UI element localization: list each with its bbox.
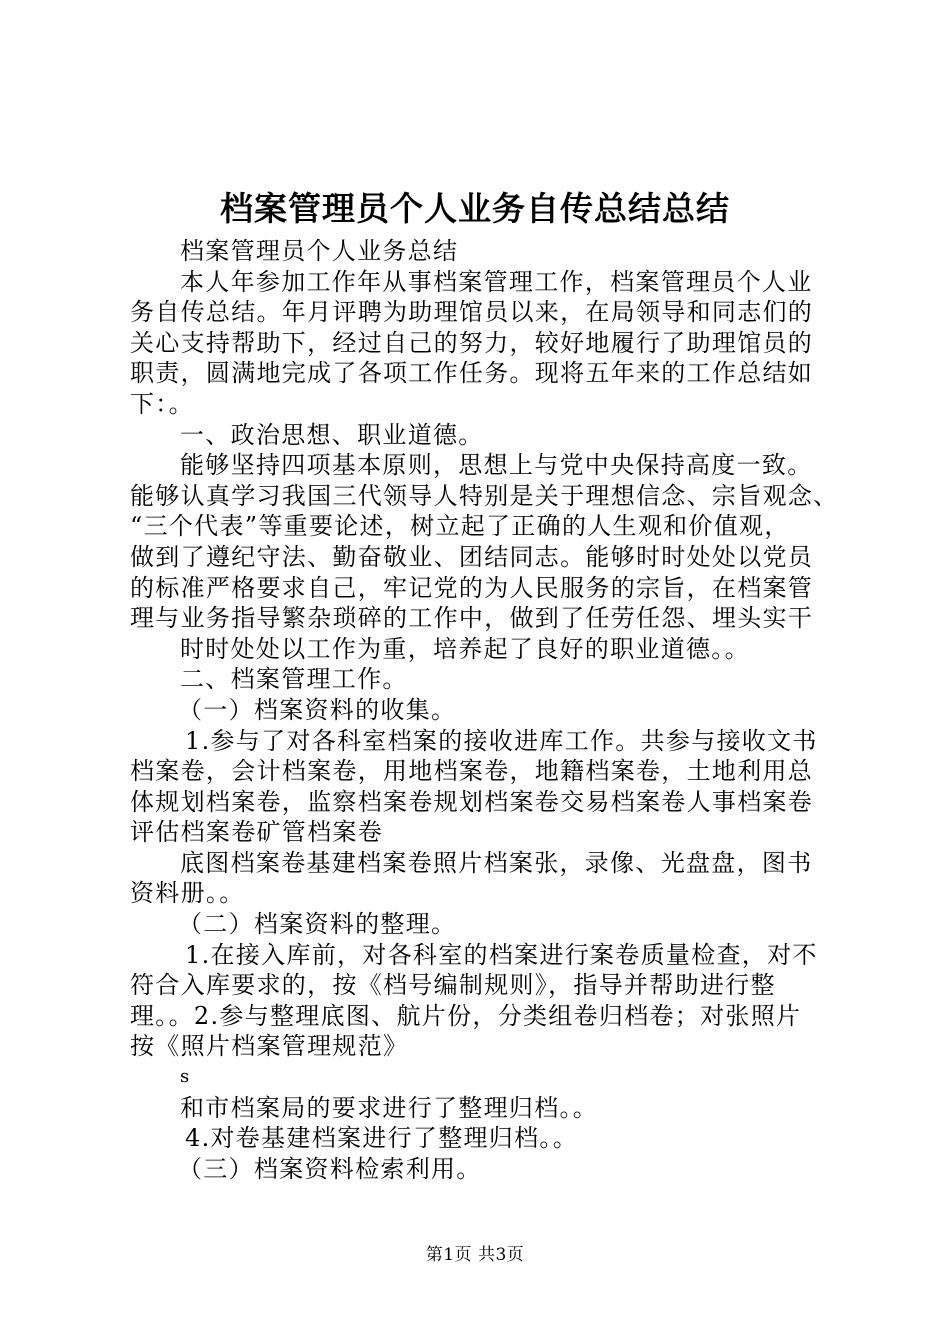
paragraph-line: 能够认真学习我国三代领导人特别是关于理想信念、宗旨观念、 — [130, 481, 839, 510]
paragraph-line: 1.在接入库前，对各科室的档案进行案卷质量检查，对不 — [185, 940, 818, 969]
subsection-heading: （三）档案资料检索利用。 — [178, 1154, 482, 1183]
page-footer: 第1页 共3页 — [425, 1245, 525, 1265]
paragraph-line: 时时处处以工作为重，培养起了良好的职业道德。。 — [180, 634, 750, 663]
subsection-heading: （一）档案资料的收集。 — [178, 695, 457, 724]
paragraph-line: 底图档案卷基建档案卷照片档案张，录像、光盘盘，图书 — [180, 848, 813, 877]
paragraph-line: 档案卷，会计档案卷，用地档案卷，地籍档案卷，土地利用总 — [130, 757, 814, 786]
paragraph-line: 的标准严格要求自己，牢记党的为人民服务的宗旨，在档案管 — [130, 573, 814, 602]
paragraph-line: 下：。 — [130, 389, 194, 418]
paragraph-line: 和市档案局的要求进行了整理归档。。 — [180, 1093, 599, 1122]
paragraph-line: 理与业务指导繁杂琐碎的工作中，做到了任劳任怨、埋头实干 — [130, 604, 814, 633]
paragraph-line: 本人年参加工作年从事档案管理工作，档案管理员个人业 — [180, 267, 813, 296]
paragraph-line: 符合入库要求的，按《档号编制规则》，指导并帮助进行整 — [130, 971, 776, 1000]
paragraph-line: 1.参与了对各科室档案的接收进库工作。共参与接收文书 — [185, 726, 818, 755]
paragraph-line: 能够坚持四项基本原则，思想上与党中央保持高度一致。 — [180, 451, 813, 480]
subtitle-line: 档案管理员个人业务总结 — [180, 237, 459, 265]
section-heading: 二、档案管理工作。 — [180, 665, 408, 694]
paragraph-line: 4.对卷基建档案进行了整理归档。。 — [185, 1124, 578, 1153]
paragraph-line: 体规划档案卷，监察档案卷规划档案卷交易档案卷人事档案卷 — [130, 787, 814, 816]
paragraph-line: “三个代表”等重要论述，树立起了正确的人生观和价值观， — [130, 512, 790, 541]
paragraph-line: 资料册。。 — [130, 879, 245, 908]
paragraph-line: 做到了遵纪守法、勤奋敬业、团结同志。能够时时处处以党员 — [130, 542, 814, 571]
paragraph-line: 评估档案卷矿管档案卷 — [130, 818, 383, 847]
paragraph-line: 务自传总结。年月评聘为助理馆员以来，在局领导和同志们的 — [130, 298, 814, 327]
document-body — [130, 236, 839, 1184]
document-title: 档案管理员个人业务自传总结总结 — [220, 189, 730, 228]
paragraph-line: 理。。2.参与整理底图、航片份，分类组卷归档卷；对张照片 — [130, 1001, 802, 1030]
section-heading: 一、政治思想、职业道德。 — [180, 420, 484, 449]
subsection-heading: （二）档案资料的整理。 — [178, 910, 457, 939]
paragraph-line: 按《照片档案管理规范》 — [130, 1032, 409, 1061]
paragraph-line: 关心支持帮助下，经过自己的努力，较好地履行了助理馆员的 — [130, 328, 814, 357]
stray-character: s — [180, 1066, 191, 1088]
paragraph-line: 职责，圆满地完成了各项工作任务。现将五年来的工作总结如 — [130, 359, 814, 388]
